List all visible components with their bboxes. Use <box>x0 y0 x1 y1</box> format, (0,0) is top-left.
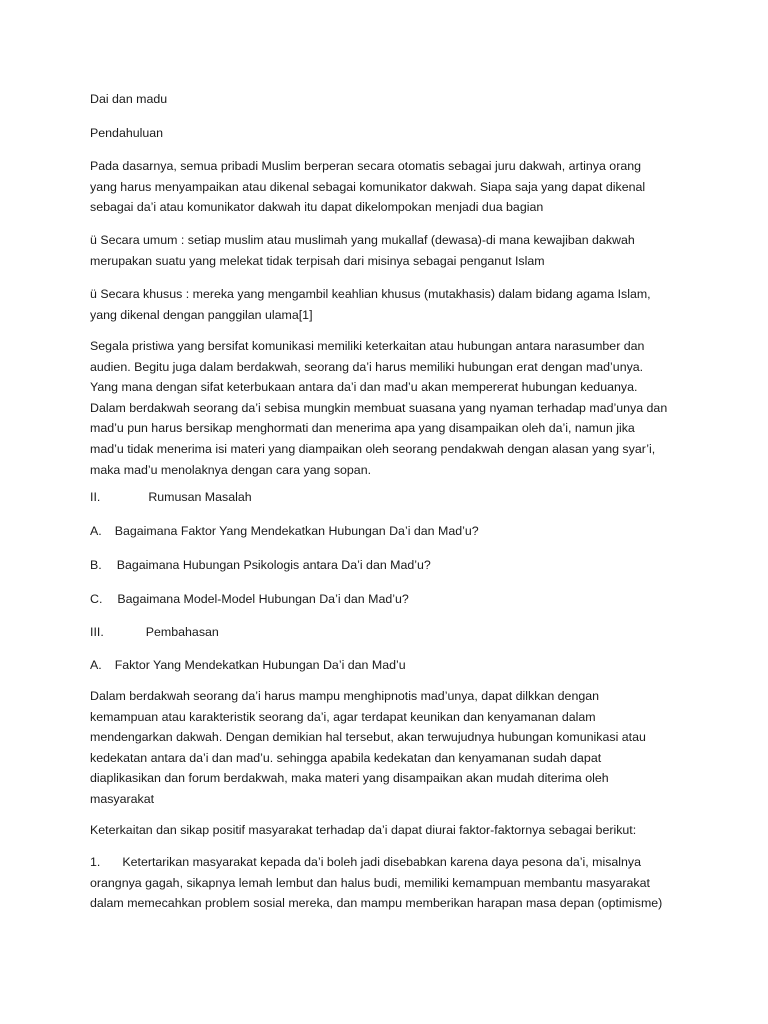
paragraph-line: orangnya gagah, sikapnya lemah lembut dan halus budi, memiliki kemampuan membantu masyarakat <box>90 875 650 890</box>
question-item <box>90 521 690 542</box>
question-item <box>90 589 690 610</box>
question-text: Bagaimana Model-Model Hubungan Da’i dan Mad’u? <box>117 592 409 606</box>
section-heading-pembahasan <box>90 622 690 643</box>
paragraph-line: Dalam berdakwah seorang da’i harus mampu menghipnotis mad’unya, dapat dilkkan dengan <box>90 689 600 703</box>
paragraph-line: Dalam berdakwah seorang da’i sebisa mungkin membuat suasana yang nyaman terhadap mad’unya dan <box>90 400 668 415</box>
factors-intro <box>90 820 690 841</box>
communication-paragraph <box>90 336 690 480</box>
section-heading-pendahuluan <box>90 123 690 144</box>
paragraph-line: masyarakat <box>90 791 155 806</box>
paragraph-line: diaplikasikan dan forum berdakwah, maka materi yang disampaikan akan mudah diterima oleh <box>90 771 609 786</box>
paragraph-line: dalam memecahkan problem sosial mereka, dan mampu memberikan harapan masa depan (optimisme) <box>90 896 663 911</box>
bullet-secara-umum <box>90 230 690 271</box>
question-text: Bagaimana Faktor Yang Mendekatkan Hubungan Da’i dan Mad’u? <box>114 524 479 538</box>
question-letter: C. <box>90 592 103 606</box>
title-text: Dai dan madu <box>90 92 168 106</box>
paragraph-line: audien. Begitu juga dalam berdakwah, seorang da’i harus memiliki hubungan erat dengan mad’unya. <box>90 359 644 374</box>
paragraph-line: merupakan suatu yang melekat tidak terpisah dari misinya sebagai penganut Islam <box>90 253 545 268</box>
section-number: III. <box>90 625 104 639</box>
subsection-letter: A. <box>90 658 102 672</box>
document-title <box>90 89 690 110</box>
question-text: Bagaimana Hubungan Psikologis antara Da’i dan Mad’u? <box>116 558 431 572</box>
question-letter: B. <box>90 558 102 572</box>
intro-paragraph <box>90 156 690 218</box>
question-letter: A. <box>90 524 102 538</box>
paragraph-line: kedekatan antara da’i dan mad’u. sehingga apabila kedekatan dan kenyamanan sudah dapat <box>90 750 602 765</box>
paragraph-line: ü Secara umum : setiap muslim atau muslimah yang mukallaf (dewasa)-di mana kewajiban dakwah <box>90 233 635 247</box>
paragraph-line: mendengarkan dakwah. Dengan demikian hal tersebut, akan terwujudnya hubungan komunikasi atau <box>90 730 646 745</box>
paragraph-line: yang harus menyampaikan atau dikenal sebagai komunikator dakwah. Siapa saja yang dapat dikenal <box>90 179 646 194</box>
factor-number: 1. <box>90 855 101 869</box>
section-heading-text: Pembahasan <box>145 625 219 639</box>
section-heading-text: Pendahuluan <box>90 126 164 140</box>
paragraph-line: maka mad’u menolaknya dengan cara yang sopan. <box>90 462 372 477</box>
section-number: II. <box>90 490 101 504</box>
paragraph-line: ü Secara khusus : mereka yang mengambil keahlian khusus (mutakhasis) dalam bidang agama Islam, <box>90 287 651 301</box>
paragraph-line: yang dikenal dengan panggilan ulama[1] <box>90 307 313 322</box>
paragraph-line: Pada dasarnya, semua pribadi Muslim berperan secara otomatis sebagai juru dakwah, artinya orang <box>90 159 641 173</box>
subsection-heading <box>90 655 690 676</box>
hipnotis-paragraph <box>90 686 690 810</box>
paragraph-line: mad’u pun harus bersikap menghormati dan menerima apa yang disampaikan oleh da’i, namun jika <box>90 421 635 436</box>
section-heading-rumusan-masalah <box>90 487 690 508</box>
paragraph-line: sebagai da’i atau komunikator dakwah itu dapat dikelompokan menjadi dua bagian <box>90 200 544 215</box>
paragraph-line: Keterkaitan dan sikap positif masyarakat terhadap da’i dapat diurai faktor-faktornya sebagai berikut: <box>90 823 637 837</box>
subsection-heading-text: Faktor Yang Mendekatkan Hubungan Da’i dan Mad’u <box>114 658 406 672</box>
paragraph-line: Yang mana dengan sifat keterbukaan antara da’i dan mad’u akan mempererat hubungan keduanya. <box>90 380 638 395</box>
section-heading-text: Rumusan Masalah <box>148 490 252 504</box>
paragraph-line: mad’u tidak menerima isi materi yang diampaikan oleh seorang pendakwah dengan alasan yang syar’i, <box>90 441 656 456</box>
paragraph-line: kemampuan atau karakteristik seorang da’i, agar terdapat keunikan dan kenyamanan dalam <box>90 709 596 724</box>
paragraph-line: Ketertarikan masyarakat kepada da’i boleh jadi disebabkan karena daya pesona da’i, misalnya <box>122 855 642 869</box>
paragraph-line: Segala pristiwa yang bersifat komunikasi memiliki keterkaitan atau hubungan antara narasumber dan <box>90 339 645 353</box>
factor-item-1 <box>90 852 690 914</box>
question-item <box>90 555 690 576</box>
bullet-secara-khusus <box>90 284 690 325</box>
